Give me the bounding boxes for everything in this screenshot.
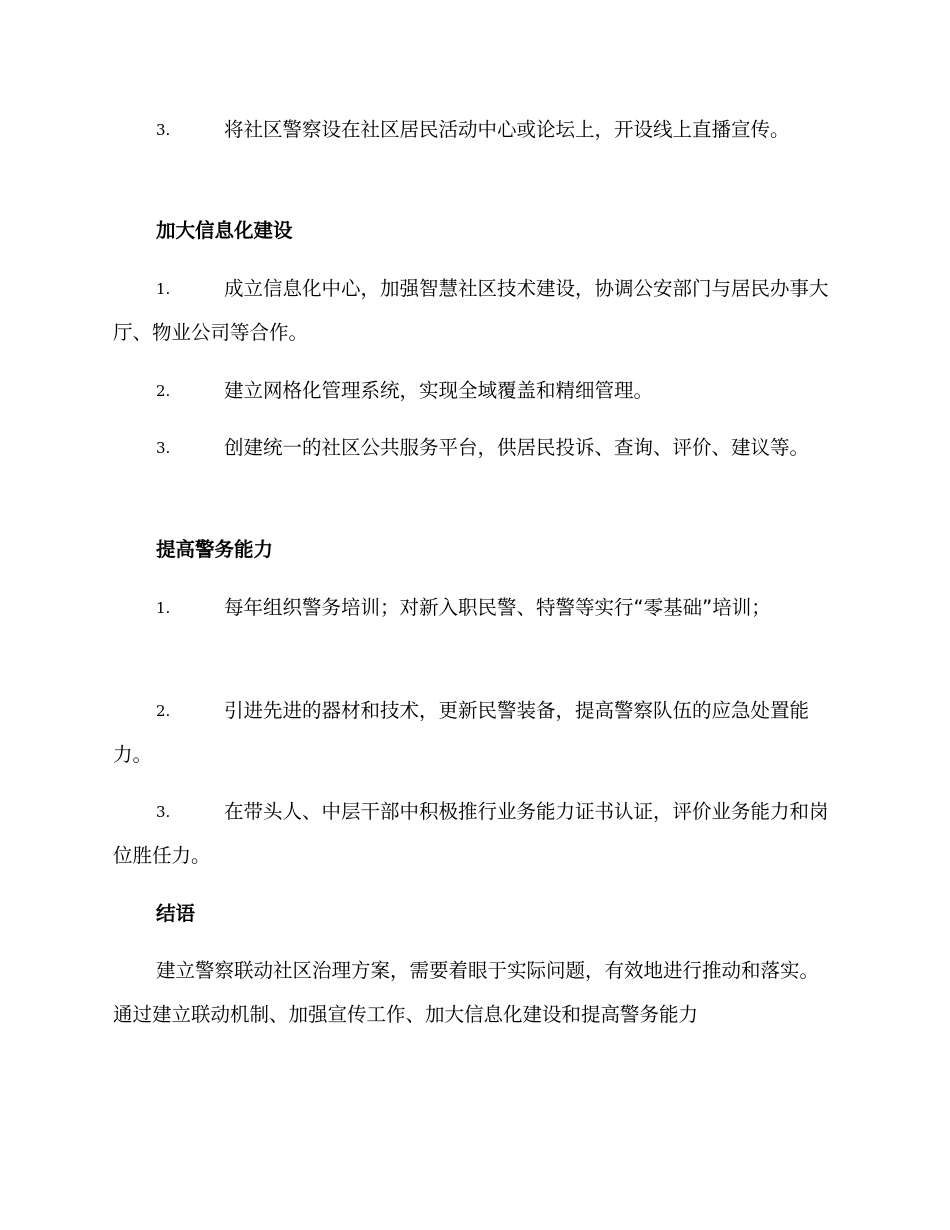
list-number: 1. [156,280,171,298]
list-number: 2. [156,382,171,400]
list-item [113,267,833,355]
list-item-text: 成立信息化中心，加强智慧社区技术建设，协调公安部门与居民办事大厅、物业公司等合作。 [113,277,829,344]
list-number: 3. [156,121,171,139]
list-item [113,689,833,777]
list-item-text: 创建统一的社区公共服务平台，供居民投诉、查询、评价、建议等。 [224,436,810,459]
list-item [113,426,833,470]
list-number: 3. [156,439,171,457]
list-item-text: 每年组织警务培训；对新入职民警、特警等实行“零基础”培训； [224,596,771,619]
section-heading-police-capability: 提高警务能力 [156,538,274,561]
list-item [113,790,833,878]
list-item-text: 将社区警察设在社区居民活动中心或论坛上，开设线上直播宣传。 [224,118,790,141]
list-item [113,108,833,152]
list-item-text: 建立网格化管理系统，实现全域覆盖和精细管理。 [224,379,654,402]
section-heading-informatization: 加大信息化建设 [156,219,293,242]
conclusion-paragraph: 建立警察联动社区治理方案，需要着眼于实际问题，有效地进行推动和落实。通过建立联动机制、加强宣传工作、加大信息化建设和提高警务能力 [113,959,820,1026]
list-item-text: 在带头人、中层干部中积极推行业务能力证书认证，评价业务能力和岗位胜任力。 [113,800,829,867]
list-item [113,369,833,413]
list-number: 3. [156,803,171,821]
list-number: 1. [156,599,171,617]
section-heading-conclusion: 结语 [156,902,196,925]
list-item [113,586,833,630]
list-number: 2. [156,702,171,720]
list-item-text: 引进先进的器材和技术，更新民警装备，提高警察队伍的应急处置能力。 [113,699,810,766]
